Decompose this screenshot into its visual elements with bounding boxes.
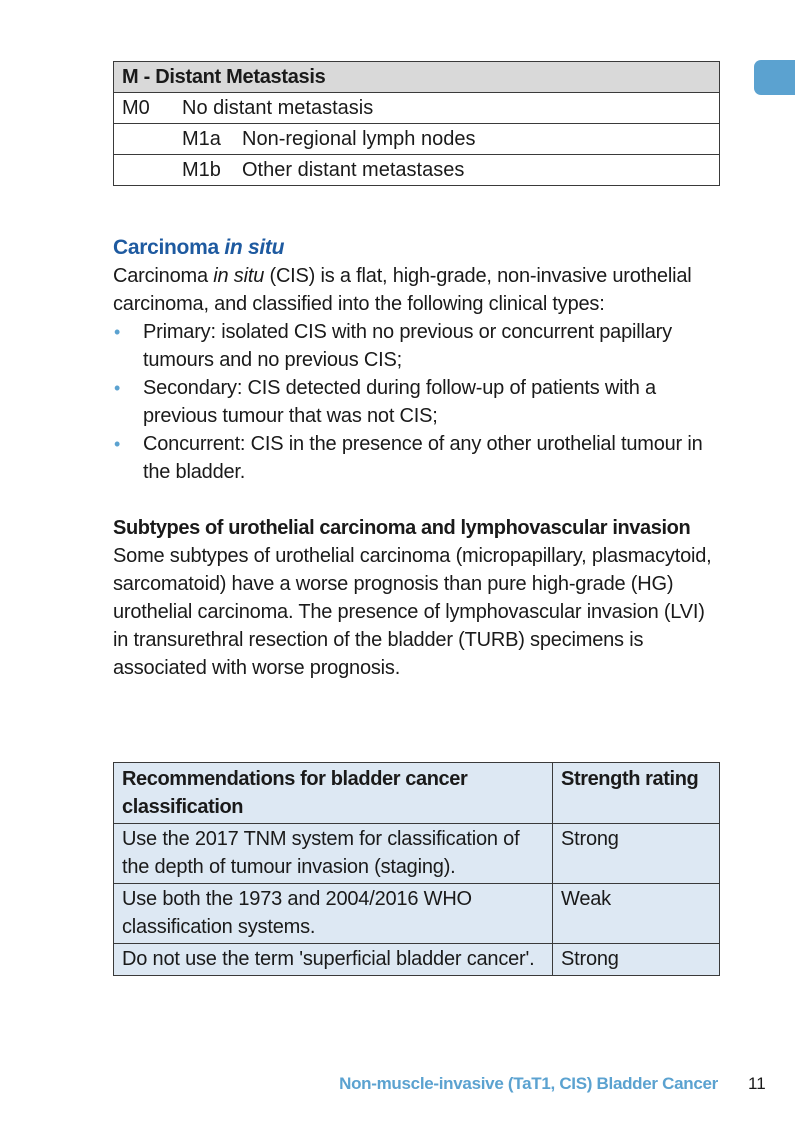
m-code: M1b [182,159,221,181]
subtypes-heading: Subtypes of urothelial carcinoma and lymphovascular invasion [113,517,691,539]
section-tab-marker [754,60,795,95]
table-row [114,944,720,976]
table-cell [114,155,720,186]
cis-types-list [113,318,723,486]
list-item: • Concurrent: CIS in the presence of any other urothelial tumour in the bladder. [113,430,723,486]
recommendation-text: Do not use the term 'superficial bladder cancer'. [114,944,553,976]
strength-rating: Weak [553,884,720,944]
subtypes-body: Some subtypes of urothelial carcinoma (micropapillary, plasmacytoid, sarcomatoid) have a worse prognosis than pure high-grade (HG) urothelial carcinoma. The presence of lymphovascular invasion (LVI) in transurethral resection of the bladder (TURB) specimens is associated with worse prognosis. [113,545,712,679]
list-item: • Primary: isolated CIS with no previous or concurrent papillary tumours and no previous CIS; [113,318,723,374]
strength-header: Strength rating [553,763,720,824]
table-row [114,884,720,944]
recommendation-text: Use the 2017 TNM system for classification of the depth of tumour invasion (staging). [114,824,553,884]
table-header-row [114,62,720,93]
table-row [114,124,720,155]
metastasis-table-header: M - Distant Metastasis [114,62,720,93]
table-row [114,93,720,124]
recommendations-header: Recommendations for bladder cancer classification [114,763,553,824]
footer-document-title: Non-muscle-invasive (TaT1, CIS) Bladder Cancer [339,1074,718,1093]
bullet-icon: • [114,322,121,342]
table-row [114,824,720,884]
m-description: No distant metastasis [182,97,374,119]
list-item: • Secondary: CIS detected during follow-up of patients with a previous tumour that was not CIS; [113,374,723,430]
m-code: M0 [122,97,150,119]
m-description: Non-regional lymph nodes [242,128,476,150]
m-description: Other distant metastases [242,159,465,181]
main-content [113,234,723,682]
strength-rating: Strong [553,824,720,884]
table-header-row [114,763,720,824]
table-cell [114,124,720,155]
cis-heading: Carcinoma in situ [113,236,285,259]
recommendations-table [113,762,720,976]
bullet-icon: • [114,434,121,454]
metastasis-table [113,61,720,186]
strength-rating: Strong [553,944,720,976]
bullet-icon: • [114,378,121,398]
table-row [114,155,720,186]
table-cell [114,93,720,124]
recommendation-text: Use both the 1973 and 2004/2016 WHO classification systems. [114,884,553,944]
page-number: 11 [748,1074,766,1093]
m-code: M1a [182,128,221,150]
cis-intro: Carcinoma in situ (CIS) is a flat, high-grade, non-invasive urothelial carcinoma, and classified into the following clinical types: [113,265,692,315]
